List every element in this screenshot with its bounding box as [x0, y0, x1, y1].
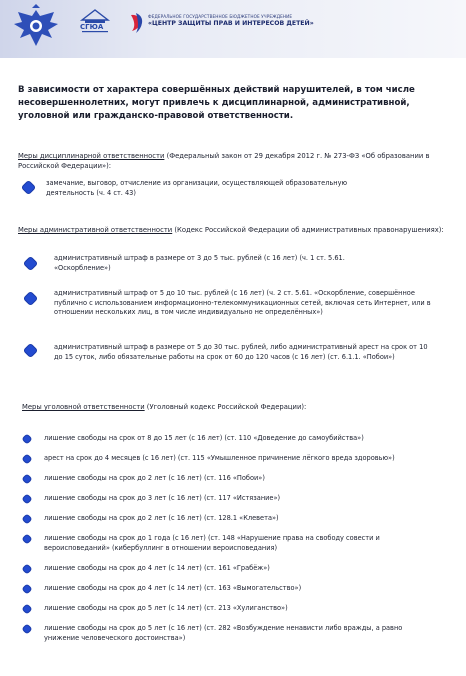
- administrative-title-rest: (Кодекс Российской Федерации об административных правонарушениях):: [172, 226, 444, 234]
- list-item: административный штраф в размере от 3 до 5 тыс. рублей (с 16 лет) (ч. 1 ст. 5.61. «Оскорбление»): [54, 254, 345, 272]
- sgua-logo-icon: [78, 6, 112, 38]
- list-item: лишение свободы на срок до 4 лет (с 14 лет) (ст. 163 «Вымогательство»): [44, 584, 302, 592]
- list-item: замечание, выговор, отчисление из организации, осуществляющей образовательную деятельность (ч. 4 ст. 43): [46, 179, 348, 197]
- criminal-title-underlined: Меры уголовной ответственности: [22, 403, 145, 411]
- list-item: лишение свободы на срок до 2 лет (с 16 лет) (ст. 116 «Побои»): [44, 474, 265, 482]
- header-banner: [0, 0, 466, 58]
- bullet-diamond-icon: [23, 475, 31, 483]
- bullet-diamond-icon: [23, 585, 31, 593]
- criminal-title-rest: (Уголовный кодекс Российской Федерации):: [144, 403, 307, 411]
- disciplinary-title-rest: (Федеральный закон от 29 декабря 2012 г. № 273-ФЗ «Об образовании в Российской Федерации»):: [18, 152, 430, 170]
- bullet-diamond-icon: [23, 435, 31, 443]
- org-name-text: «ЦЕНТР ЗАЩИТЫ ПРАВ И ИНТЕРЕСОВ ДЕТЕЙ»: [148, 20, 314, 27]
- sgua-logo-text: СГЮА: [80, 23, 104, 31]
- bullet-diamond-icon: [23, 605, 31, 613]
- disciplinary-section-title: [18, 152, 438, 171]
- org-type-text: ФЕДЕРАЛЬНОЕ ГОСУДАРСТВЕННОЕ БЮДЖЕТНОЕ УЧРЕЖДЕНИЕ: [148, 14, 293, 19]
- list-item: лишение свободы на срок от 8 до 15 лет (с 16 лет) (ст. 110 «Доведение до самоубийства»): [44, 434, 364, 442]
- eagle-emblem-icon: [8, 4, 64, 52]
- list-item: лишение свободы на срок до 5 лет (с 14 лет) (ст. 213 «Хулиганство»): [44, 604, 288, 612]
- list-item: лишение свободы на срок до 4 лет (с 14 лет) (ст. 161 «Грабёж»): [44, 564, 270, 572]
- list-item: лишение свободы на срок до 1 года (с 16 лет) (ст. 148 «Нарушение права на свободу совести и вероисповеданий» (кибербуллинг в отношении вероисповедания): [44, 534, 380, 552]
- list-item: лишение свободы на срок до 2 лет (с 16 лет) (ст. 128.1 «Клевета»): [44, 514, 279, 522]
- bullet-diamond-icon: [23, 535, 31, 543]
- bullet-diamond-icon: [24, 344, 37, 357]
- bullet-diamond-icon: [24, 257, 37, 270]
- intro-paragraph: В зависимости от характера совершённых действий нарушителей, в том числе несовершеннолетних, могут привлечь к дисциплинарной, административной, уголовной или гражданско-правовой ответственности.: [18, 85, 415, 121]
- administrative-section-title: [18, 226, 448, 236]
- bullet-diamond-icon: [23, 495, 31, 503]
- bullet-diamond-icon: [23, 455, 31, 463]
- bullet-diamond-icon: [24, 292, 37, 305]
- list-item: административный штраф от 5 до 10 тыс. рублей (с 16 лет) (ч. 2 ст. 5.61. «Оскорбление, совершённое публично с использованием информационно-телекоммуникационных сетей, включая сеть Интернет, или в отношении нескольких лиц, в том числе индивидуально не определённых»): [54, 289, 431, 317]
- criminal-section-title: [22, 403, 442, 413]
- list-item: лишение свободы на срок до 5 лет (с 16 лет) (ст. 282 «Возбуждение ненависти либо вражды, а равно унижение человеческого достоинства»): [44, 624, 403, 642]
- administrative-title-underlined: Меры административной ответственности: [18, 226, 173, 234]
- list-item: арест на срок до 4 месяцев (с 16 лет) (ст. 115 «Умышленное причинение лёгкого вреда здоровью»): [44, 454, 395, 462]
- bullet-diamond-icon: [23, 565, 31, 573]
- bullet-diamond-icon: [23, 515, 31, 523]
- list-item: лишение свободы на срок до 3 лет (с 16 лет) (ст. 117 «Истязание»): [44, 494, 281, 502]
- bullet-diamond-icon: [23, 625, 31, 633]
- list-item: административный штраф в размере от 5 до 30 тыс. рублей, либо административный арест на срок от 10 до 15 суток, либо обязательные работы на срок от 60 до 120 часов (с 16 лет) (ст. 6.1.1. «Побои»): [54, 343, 428, 361]
- disciplinary-title-underlined: Меры дисциплинарной ответственности: [18, 152, 165, 160]
- bullet-diamond-icon: [22, 181, 35, 194]
- center-logo-icon: [128, 12, 144, 34]
